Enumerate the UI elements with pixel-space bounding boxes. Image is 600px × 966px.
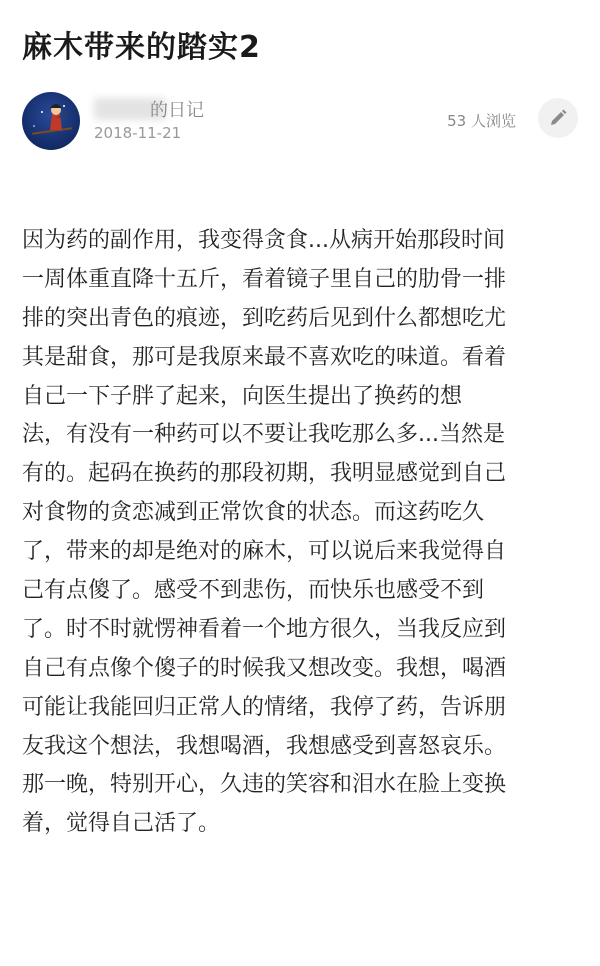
body-line: 排的突出青色的痕迹，到吃药后见到什么都想吃尤 — [22, 305, 507, 331]
post-title: 麻木带来的踏实2 — [22, 30, 261, 65]
avatar-illustration-icon — [22, 92, 80, 150]
edit-button[interactable] — [538, 98, 578, 138]
body-line: 己有点傻了。感受不到悲伤，而快乐也感受不到 — [22, 578, 485, 604]
body-line: 了，带来的却是绝对的麻木，可以说后来我觉得自 — [22, 539, 507, 565]
body-line: 自己有点像个傻子的时候我又想改变。我想，喝酒 — [22, 655, 507, 681]
body-line: 因为药的副作用，我变得贪食...从病开始那段时间 — [22, 228, 505, 253]
diary-owner-label: 的日记 — [150, 100, 204, 121]
body-line: 自己一下子胖了起来，向医生提出了换药的想 — [22, 383, 463, 409]
post-body — [22, 222, 578, 844]
body-line: 有的。起码在换药的那段初期，我明显感觉到自己 — [22, 461, 507, 487]
view-count: 53 人浏览 — [447, 112, 516, 130]
body-line: 着，觉得自己活了。 — [22, 811, 221, 837]
body-line: 法，有没有一种药可以不要让我吃那么多...当然是 — [22, 422, 505, 448]
pencil-icon — [548, 108, 568, 128]
body-line: 其是甜食，那可是我原来最不喜欢吃的味道。看着 — [22, 344, 507, 370]
avatar[interactable] — [22, 92, 80, 150]
post-meta — [22, 92, 578, 152]
body-line: 对食物的贪恋减到正常饮食的状态。而这药吃久 — [22, 500, 485, 526]
body-line: 了。时不时就愣神看着一个地方很久，当我反应到 — [22, 616, 507, 642]
body-line: 友我这个想法，我想喝酒，我想感受到喜怒哀乐。 — [22, 733, 507, 759]
body-line: 可能让我能回归正常人的情绪，我停了药，告诉朋 — [22, 694, 507, 720]
body-line: 那一晚，特别开心，久违的笑容和泪水在脸上变换 — [22, 772, 507, 798]
post-date: 2018-11-21 — [94, 124, 182, 142]
body-line: 一周体重直降十五斤，看着镜子里自己的肋骨一排 — [22, 266, 507, 292]
